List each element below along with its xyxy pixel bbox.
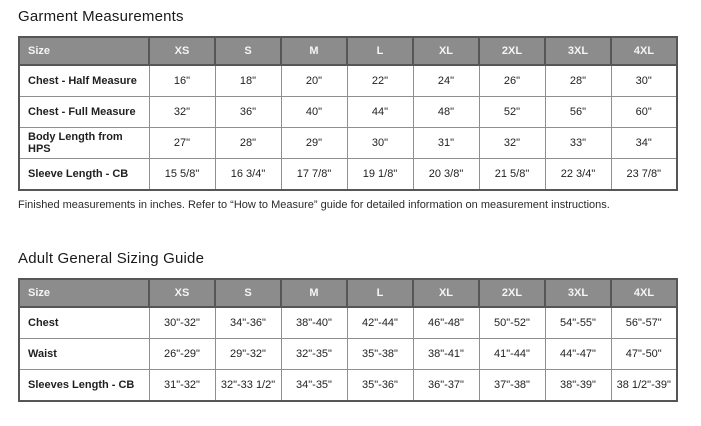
size-column-header: M [281,279,347,307]
adult-sizing-table [18,278,678,402]
measurement-cell: 21 5/8" [479,159,545,191]
measurement-cell: 37"-38" [479,370,545,402]
measurement-footnote: Finished measurements in inches. Refer to “How to Measure” guide for detailed information on measurement instructions. [18,199,610,211]
measurement-cell: 20" [281,65,347,97]
adult-sizing-section [18,250,701,402]
measurement-cell: 41"-44" [479,339,545,370]
measurement-cell: 34" [611,128,677,159]
measurement-cell: 44"-47" [545,339,611,370]
measurement-cell: 16" [149,65,215,97]
size-column-header: 3XL [545,279,611,307]
measurement-cell: 22" [347,65,413,97]
row-label-cell: Sleeves Length - CB [19,370,149,402]
table-row [19,307,677,339]
measurement-cell: 31"-32" [149,370,215,402]
measurement-cell: 20 3/8" [413,159,479,191]
measurement-cell: 38 1/2"-39" [611,370,677,402]
garment-measurements-section [18,8,701,211]
row-label-cell: Body Length from HPS [19,128,149,159]
size-column-header: L [347,279,413,307]
row-label-cell: Chest - Full Measure [19,97,149,128]
measurement-cell: 35"-36" [347,370,413,402]
row-label-cell: Chest - Half Measure [19,65,149,97]
size-column-header: 3XL [545,37,611,65]
measurement-cell: 30"-32" [149,307,215,339]
size-column-header: S [215,279,281,307]
measurement-cell: 42"-44" [347,307,413,339]
measurement-cell: 36"-37" [413,370,479,402]
measurement-cell: 60" [611,97,677,128]
table-row [19,159,677,191]
garment-measurements-title: Garment Measurements [18,8,184,25]
measurement-cell: 56"-57" [611,307,677,339]
size-column-header: XL [413,279,479,307]
measurement-cell: 47"-50" [611,339,677,370]
measurement-cell: 46"-48" [413,307,479,339]
size-column-header: XS [149,279,215,307]
measurement-cell: 22 3/4" [545,159,611,191]
measurement-cell: 32"-35" [281,339,347,370]
measurement-cell: 30" [347,128,413,159]
measurement-cell: 27" [149,128,215,159]
measurement-cell: 38"-40" [281,307,347,339]
size-column-header: 2XL [479,37,545,65]
measurement-cell: 26" [479,65,545,97]
measurement-cell: 44" [347,97,413,128]
size-header-cell: Size [19,279,149,307]
measurement-cell: 16 3/4" [215,159,281,191]
measurement-cell: 52" [479,97,545,128]
garment-measurements-table [18,36,678,191]
measurement-cell: 15 5/8" [149,159,215,191]
size-column-header: 4XL [611,279,677,307]
measurement-cell: 28" [545,65,611,97]
table-header-row [19,37,677,65]
row-label-cell: Waist [19,339,149,370]
measurement-cell: 31" [413,128,479,159]
measurement-cell: 35"-38" [347,339,413,370]
measurement-cell: 30" [611,65,677,97]
measurement-cell: 36" [215,97,281,128]
table-row [19,97,677,128]
measurement-cell: 50"-52" [479,307,545,339]
measurement-cell: 32"-33 1/2" [215,370,281,402]
measurement-cell: 33" [545,128,611,159]
measurement-cell: 54"-55" [545,307,611,339]
measurement-cell: 29"-32" [215,339,281,370]
measurement-cell: 32" [149,97,215,128]
table-row [19,128,677,159]
measurement-cell: 18" [215,65,281,97]
measurement-cell: 38"-39" [545,370,611,402]
measurement-cell: 19 1/8" [347,159,413,191]
size-column-header: 4XL [611,37,677,65]
measurement-cell: 26"-29" [149,339,215,370]
table-row [19,339,677,370]
table-row [19,370,677,402]
measurement-cell: 34"-35" [281,370,347,402]
measurement-cell: 48" [413,97,479,128]
table-row [19,65,677,97]
measurement-cell: 29" [281,128,347,159]
measurement-cell: 24" [413,65,479,97]
measurement-cell: 23 7/8" [611,159,677,191]
measurement-cell: 34"-36" [215,307,281,339]
row-label-cell: Chest [19,307,149,339]
measurement-cell: 28" [215,128,281,159]
size-column-header: M [281,37,347,65]
measurement-cell: 38"-41" [413,339,479,370]
table-header-row [19,279,677,307]
size-column-header: XL [413,37,479,65]
row-label-cell: Sleeve Length - CB [19,159,149,191]
size-column-header: S [215,37,281,65]
size-column-header: L [347,37,413,65]
adult-sizing-title: Adult General Sizing Guide [18,250,205,267]
measurement-cell: 40" [281,97,347,128]
size-header-cell: Size [19,37,149,65]
measurement-cell: 17 7/8" [281,159,347,191]
measurement-cell: 32" [479,128,545,159]
size-column-header: 2XL [479,279,545,307]
size-column-header: XS [149,37,215,65]
measurement-cell: 56" [545,97,611,128]
